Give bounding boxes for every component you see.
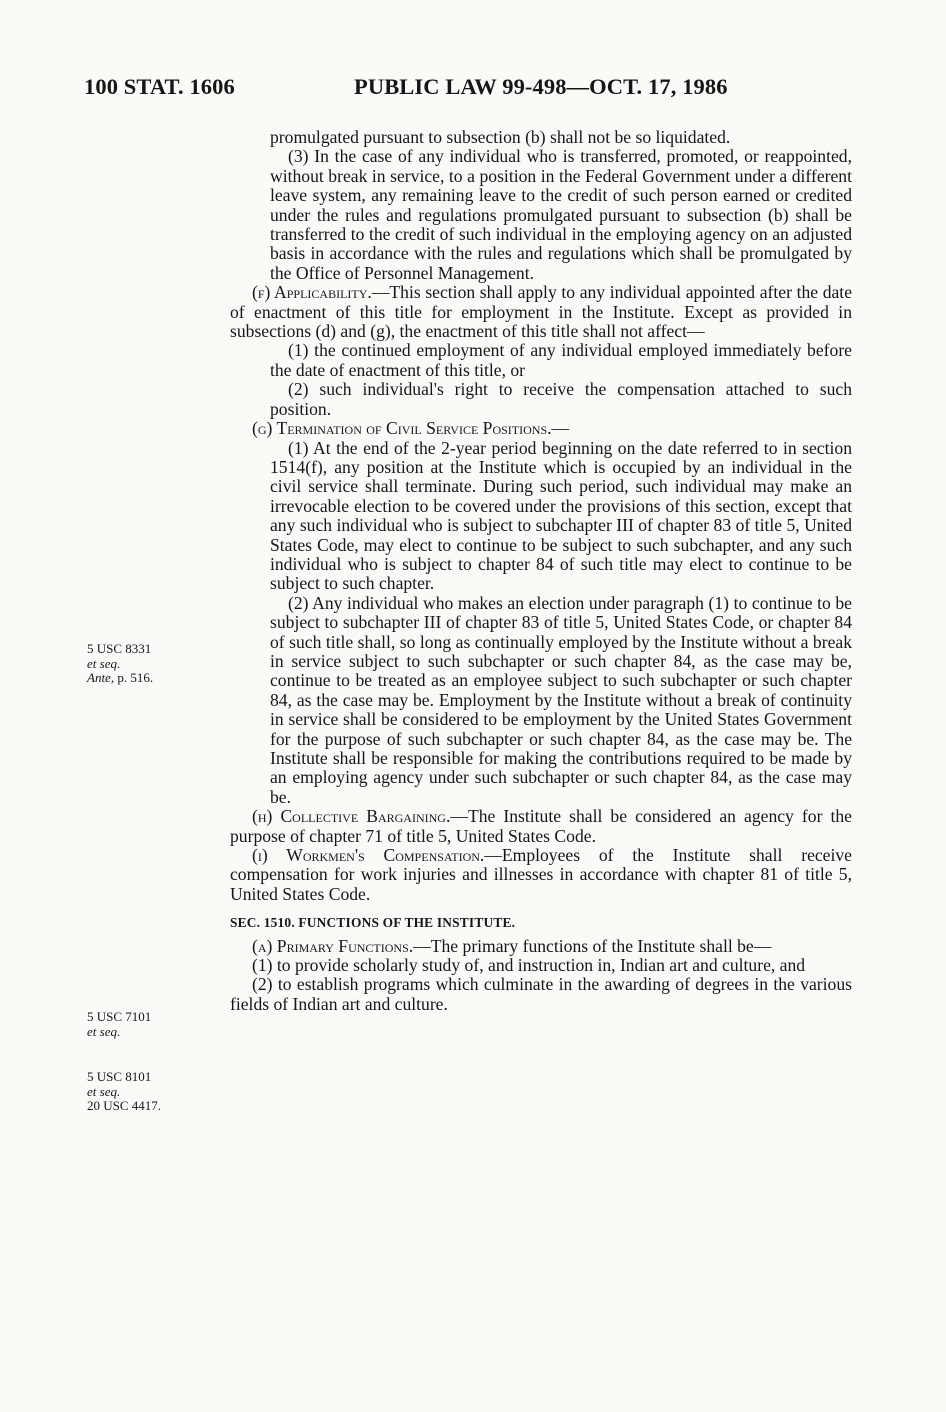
paragraph-g1: (1) At the end of the 2-year period beginning on the date referred to in section 1514(f), any position at the Institute which is occupied by an individual in the civil service shall terminate. During such period, such individual may make an irrevocable election to be covered under the provisions of this section, except that any such individual who is subject to subchapter III of chapter 83 of title 5, United States Code, may elect to continue to be subject to such subchapter, and any such individual who is subject to chapter 84 of such title may elect to continue to be subject to such chapter.	[270, 437, 852, 594]
margin-note-italic: et seq.	[87, 1083, 121, 1099]
document-body	[230, 128, 852, 1014]
paragraph-g2: (2) Any individual who makes an election under paragraph (1) to continue to be subject to subchapter III of chapter 83 of title 5, United States Code, or chapter 84 of such title shall, so long as continually employed by the Institute without a break in service subject to such subchapter or such chapter 84, as the case may be, continue to be treated as an employee subject to such subchapter or such chapter 84, as the case may be. Employment by the Institute without a break of continuity in service shall be considered to be employment by the United States Government for the purpose of such subchapter or such chapter 84, as the case may be. The Institute shall be responsible for making the contributions required to be made by an employing agency under such subchapter or such chapter 84, as the case may be.	[270, 592, 852, 807]
paragraph-continuation: promulgated pursuant to subsection (b) shall not be so liquidated.	[270, 127, 731, 147]
margin-note-line	[87, 1025, 151, 1040]
margin-note-line	[87, 657, 153, 672]
paragraph-i-text: —Employees of the Institute shall receive compensation for work injuries and illnesses in accordance with chapter 81 of title 5, United States Code.	[230, 845, 852, 904]
paragraph-g	[230, 419, 852, 438]
paragraph-h-text: —The Institute shall be considered an agency for the purpose of chapter 71 of title 5, United States Code.	[230, 806, 852, 846]
margin-note-line	[87, 1085, 161, 1100]
margin-note-line: 20 USC 4417.	[87, 1098, 162, 1114]
paragraph-a2: (2) to establish programs which culminate in the awarding of degrees in the various fields of Indian art and culture.	[230, 974, 852, 1014]
page-header	[84, 74, 862, 114]
margin-note-line: 5 USC 7101	[87, 1009, 152, 1024]
margin-note-line: 5 USC 8101	[87, 1069, 152, 1084]
margin-note-page-ref: p. 516.	[114, 670, 154, 686]
public-law-title: PUBLIC LAW 99-498—OCT. 17, 1986	[354, 74, 728, 99]
margin-note-5usc8101	[87, 1070, 161, 1114]
margin-note-italic: Ante,	[87, 670, 115, 686]
paragraph-e3: (3) In the case of any individual who is transferred, promoted, or reappointed, without break in service, to a position in the Federal Government under a different leave system, any remaining leave to the credit of such person earned or credited under the rules and regulations promulgated pursuant to subsection (b) shall be transferred to the credit of such individual in the employing agency on an adjusted basis in accordance with the rules and regulations which shall be promulgated by the Office of Personnel Management.	[270, 146, 852, 283]
heading-termination: (g) Termination of Civil Service Positions.	[252, 418, 552, 439]
heading-collective-bargaining: (h) Collective Bargaining.	[252, 806, 451, 827]
margin-note-5usc7101	[87, 1010, 151, 1039]
section-heading: SEC. 1510. FUNCTIONS OF THE INSTITUTE.	[230, 915, 516, 931]
paragraph-f2: (2) such individual's right to receive the compensation attached to such position.	[270, 379, 852, 419]
statute-citation: 100 STAT. 1606	[84, 74, 235, 99]
paragraph-a	[230, 937, 852, 956]
margin-note-italic: et seq.	[87, 1023, 121, 1039]
heading-primary-functions: (a) Primary Functions.	[252, 935, 414, 956]
paragraph-i	[230, 846, 852, 904]
margin-note-italic: et seq.	[87, 655, 121, 671]
paragraph-a-text: —The primary functions of the Institute shall be—	[413, 935, 772, 956]
heading-applicability: (f) Applicability.	[252, 282, 372, 303]
margin-note-line	[87, 671, 153, 686]
paragraph-f1: (1) the continued employment of any individual employed immediately before the date of enactment of this title, or	[270, 340, 852, 380]
heading-workmens-compensation: (i) Workmen's Compensation.	[252, 845, 485, 866]
paragraph-h	[230, 807, 852, 846]
paragraph-g-dash: —	[551, 418, 570, 439]
paragraph-f	[230, 283, 852, 341]
paragraph-a1: (1) to provide scholarly study of, and instruction in, Indian art and culture, and	[252, 955, 806, 976]
paragraph-f-text: —This section shall apply to any individual appointed after the date of enactment of this title for employment in the Institute. Except as provided in subsections (d) and (g), the enactment of this title shall not affect—	[230, 282, 852, 342]
margin-note-5usc8331	[87, 642, 153, 686]
margin-note-line: 5 USC 8331	[87, 641, 152, 656]
